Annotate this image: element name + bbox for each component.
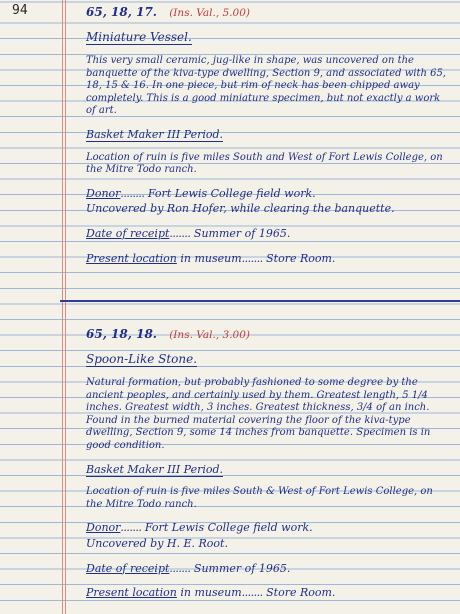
entry-title: Spoon-Like Stone. [86,352,198,366]
receipt-value: Summer of 1965. [193,561,291,575]
present-location-label: Present location [86,251,177,265]
donor-value: Fort Lewis College field work. [144,521,313,535]
uncovered-by: Uncovered by H. E. Root. [86,536,228,550]
donor-line [86,186,446,202]
donor-value: Fort Lewis College field work. [147,186,316,200]
catalog-entry [86,326,446,610]
entry-header [86,4,446,21]
insured-value: (Ins. Val., 5.00) [169,7,250,19]
entry-header [86,326,446,343]
ruin-location: Location of ruin is five miles South and West of Fort Lewis College, on the Mitre Todo ranch. [86,151,443,176]
entry-period: Basket Maker III Period. [86,462,224,476]
receipt-line [86,226,446,242]
present-location-label: Present location [86,586,177,600]
catalog-number: 65, 18, 18. [86,327,157,341]
present-location-leader: ....... [241,586,263,600]
present-location-line [86,251,446,267]
receipt-leader: ....... [169,561,191,575]
present-location-mid: in museum [180,251,242,265]
donor-leader: ....... [120,521,142,535]
entry-title: Miniature Vessel. [86,30,192,44]
entry-description: Natural formation, but probably fashioned to some degree by the ancient peoples, and certainly used by them. Greatest length, 5 1/4 inches. Greatest width, 3 inches. Greatest thickness, 3/4 of an inch. Found in the burned material covering the floor of the kiva-type dwelling, Section 9, some 14 inches from banquette. Specimen is in good condition. [86,377,431,451]
receipt-line [86,561,446,577]
receipt-leader: ....... [169,226,191,240]
present-location-value: Store Room. [266,586,336,600]
donor-leader: ........ [120,186,145,200]
catalog-number: 65, 18, 17. [86,5,157,19]
uncovered-by: Uncovered by Ron Hofer, while clearing the banquette. [86,202,395,216]
present-location-leader: ....... [241,251,263,265]
entry-period: Basket Maker III Period. [86,127,224,141]
page-number: 94 [12,3,28,18]
present-location-line [86,585,446,601]
catalog-entry [86,4,446,275]
donor-line [86,520,446,536]
donor-label: Donor [86,186,121,200]
entry-divider [60,300,460,302]
ruin-location: Location of ruin is five miles South & West of Fort Lewis College, on the Mitre Todo ranch. [86,486,433,510]
present-location-value: Store Room. [266,251,336,265]
receipt-value: Summer of 1965. [193,226,291,240]
receipt-label: Date of receipt [86,561,170,575]
receipt-label: Date of receipt [86,226,170,240]
present-location-mid: in museum [180,586,242,600]
entry-description: This very small ceramic, jug-like in shape, was uncovered on the banquette of the kiva-type dwelling, Section 9, and associated with 65, 18, 15 & 16. In one piece, but rim of neck has been chipped away completely. This is a good miniature specimen, but not exactly a work of art. [86,55,446,117]
margin-line [65,0,66,614]
insured-value: (Ins. Val., 3.00) [169,329,250,341]
donor-label: Donor [86,521,121,535]
margin-line [62,0,63,614]
